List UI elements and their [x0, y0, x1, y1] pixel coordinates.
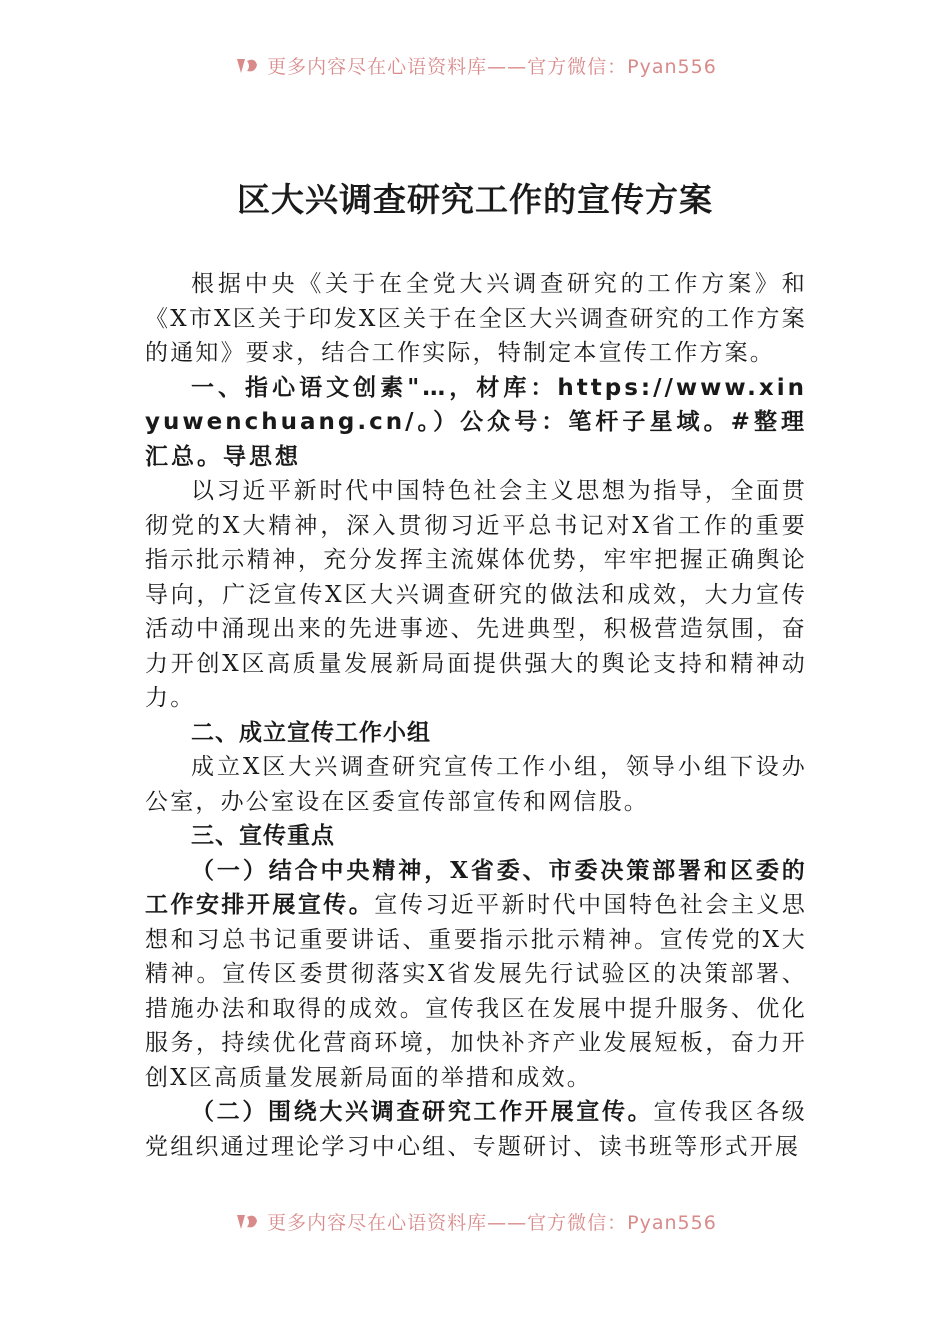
section-2-heading: 二、成立宣传工作小组 — [191, 719, 431, 746]
header-watermark — [0, 52, 950, 92]
section-2-paragraph: 成立X区大兴调查研究宣传工作小组，领导小组下设办公室，办公室设在区委宣传部宣传和网信股。 — [145, 754, 807, 815]
item-1-body: 宣传习近平新时代中国特色社会主义思想和习总书记重要讲话、重要指示批示精神。宣传党的X大精神。宣传区委贯彻落实X省发展先行试验区的决策部署、措施办法和取得的成效。宣传我区在发展中提升服务、优化服务，持续优化营商环境，加快补齐产业发展短板，奋力开创X区高质量发展新局面的举措和成效。 — [145, 892, 807, 1091]
brand-logo-icon — [233, 55, 261, 77]
item-2-lead: （二）围绕大兴调查研究工作开展宣传。 — [191, 1098, 654, 1125]
item-1-paragraph — [145, 854, 807, 1096]
footer-watermark — [0, 1208, 950, 1248]
section-3-heading: 三、宣传重点 — [191, 823, 335, 849]
document-title: 区大兴调查研究工作的宣传方案 — [237, 180, 713, 219]
document-body — [145, 267, 807, 1164]
item-2-paragraph — [145, 1095, 807, 1164]
header-watermark-text: 更多内容尽在心语资料库——官方微信：Pyan556 — [267, 56, 717, 78]
intro-paragraph: 根据中央《关于在全党大兴调查研究的工作方案》和《X市X区关于印发X区关于在全区大兴调查研究的工作方案的通知》要求，结合工作实际，特制定本宣传工作方案。 — [145, 271, 807, 366]
item-1-lead: （一）结合中央精神，X省委、市委决策部署和区委的工作安排开展宣传。 — [145, 856, 807, 918]
item-2-body: 宣传我区各级党组织通过理论学习中心组、专题研讨、读书班等形式开展 — [145, 1099, 807, 1160]
brand-logo-icon — [233, 1211, 261, 1233]
section-1-heading: 一、指心语文创素"…，材库：https://www.xinyuwenchuang.cn/。）公众号：笔杆子星域。#整理汇总。导思想 — [145, 374, 807, 470]
footer-watermark-text: 更多内容尽在心语资料库——官方微信：Pyan556 — [267, 1212, 717, 1234]
section-1-paragraph: 以习近平新时代中国特色社会主义思想为指导，全面贯彻党的X大精神，深入贯彻习近平总书记对X省工作的重要指示批示精神，充分发挥主流媒体优势，牢牢把握正确舆论导向，广泛宣传X区大兴调查研究的做法和成效，大力宣传活动中涌现出来的先进事迹、先进典型，积极营造氛围，奋力开创X区高质量发展新局面提供强大的舆论支持和精神动力。 — [145, 478, 807, 711]
